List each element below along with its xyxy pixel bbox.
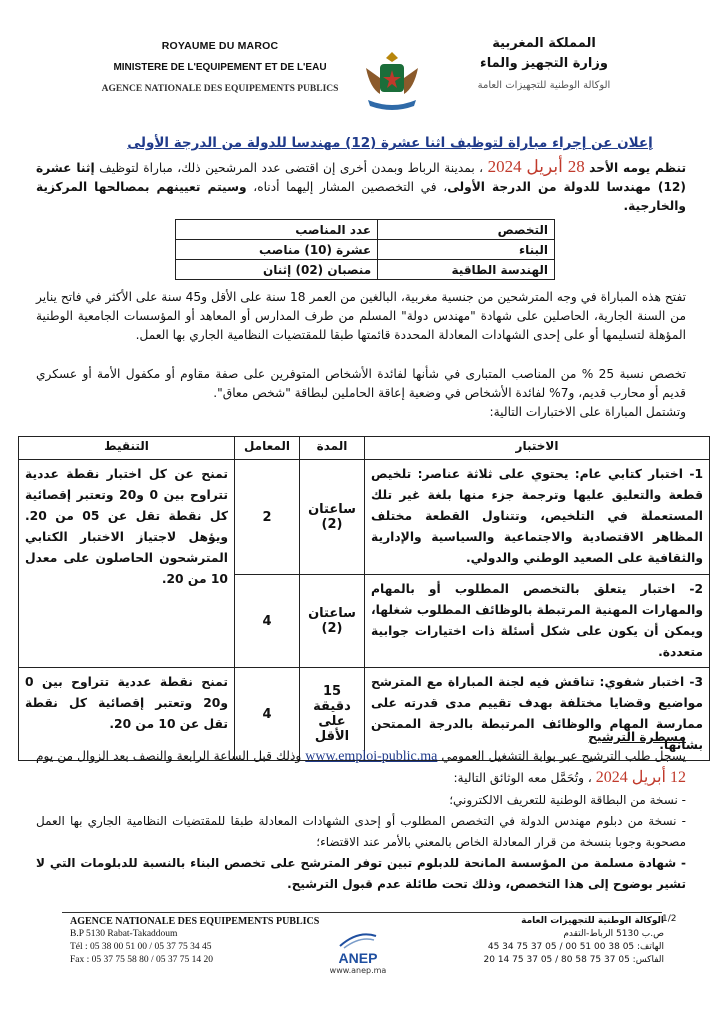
col-duration: المدة [300, 437, 365, 460]
header-ministry-ar: وزارة التجهيز والماء [480, 56, 608, 71]
col-coefficient: المعامل [235, 437, 300, 460]
footer-french [70, 915, 319, 967]
logo-swoosh-icon [338, 930, 378, 950]
coat-of-arms-icon [358, 48, 426, 112]
exams-table [18, 436, 710, 761]
documents-list [36, 790, 686, 895]
header-kingdom-fr: ROYAUME DU MAROC [161, 40, 279, 52]
procedure-line2b: ، وتُحَمَّل معه الوثائق التالية: [453, 771, 592, 785]
col-specialty: التخصص [378, 220, 555, 240]
procedure-line1a: يسجل طلب الترشيح عبر بوابة التشغيل العمومي [441, 749, 686, 763]
footer-tel-fr: Tél : 05 38 00 51 00 / 05 37 75 34 45 [70, 942, 212, 952]
header-agency-ar: الوكالة الوطنية للتجهيزات العامة [477, 80, 611, 91]
intro-part3: إثنا عشرة (12) مهندسا للدولة من الدرجة الأولى [36, 161, 686, 194]
table-row [176, 260, 555, 280]
footer-tel-ar: الهاتف: 05 38 00 51 00 / 05 37 75 34 45 [487, 942, 664, 952]
cell-specialty: الهندسة الطاقية [378, 260, 555, 280]
col-positions: عدد المناصب [176, 220, 378, 240]
anep-logo [318, 928, 398, 988]
cell-coefficient: 2 [235, 460, 300, 575]
intro-paragraph [36, 157, 686, 216]
procedure-paragraph [36, 746, 686, 789]
footer-bp-fr: B.P 5130 Rabat-Takaddoum [70, 929, 178, 939]
exams-intro: وتشتمل المباراة على الاختبارات التالية: [489, 405, 686, 419]
cell-positions: منصبان (02) إثنان [176, 260, 378, 280]
cell-exam: 3- اختبار شفوي: تناقش فيه لجنة المباراة مع المترشح مواضيع وقضايا مختلفة بهدف تقييم مدى قدرته على ممارسة المهام والوظائف المرتبطة بالدرجة الممتحن بشأنها. [365, 668, 710, 761]
cell-duration: ساعتان (2) [300, 575, 365, 668]
table-header-row [19, 437, 710, 460]
cell-positions: عشرة (10) مناصب [176, 240, 378, 260]
emploi-public-link[interactable]: www.emploi-public.ma [305, 749, 438, 764]
intro-part2: ، بمدينة الرباط وبمدن أخرى إن اقتضى عدد المرشحين ذلك، مباراة لتوظيف [99, 161, 484, 175]
table-header-row [176, 220, 555, 240]
eligibility-paragraph: تفتح هذه المباراة في وجه المترشحين من جنسية مغربية، البالغين من العمر 18 سنة على الأقل و45 سنة على الأكثر في فاتح يناير من السنة الجارية، الحاصلين على شهادة "مهندس دولة" المسلم من طرف المدارس أو المعاهد أو المؤسسات الجامعية الوطنية المؤهلة لتسليمها أو على إحدى الشهادات المعادلة المحددة قائمتها طبقا للمقتضيات النظامية الجاري بها العمل. [36, 290, 686, 342]
procedure-heading: مسطرة الترشيح [588, 730, 686, 744]
intro-part1: تنظم يومه الأحد [589, 161, 687, 175]
handwritten-deadline: 12 أبريل 2024 [595, 769, 686, 786]
procedure-line1b: وذلك قبل الساعة الرابعة والنصف بعد [113, 749, 302, 763]
cell-coefficient: 4 [235, 668, 300, 761]
announcement-title: إعلان عن إجراء مباراة لتوظيف اثنا عشرة (12) مهندسا للدولة من الدرجة الأولى [127, 135, 653, 151]
cell-coefficient: 4 [235, 575, 300, 668]
specialties-table [175, 219, 555, 280]
intro-part4: ، في التخصصين المشار إليهما أدناه، [253, 180, 448, 194]
logo-text: ANEP [338, 950, 378, 966]
footer-agency-fr: AGENCE NATIONALE DES EQUIPEMENTS PUBLICS [70, 916, 320, 927]
cell-specialty: البناء [378, 240, 555, 260]
header-ministry-fr: MINISTERE DE L'EQUIPEMENT ET DE L'EAU [113, 62, 327, 73]
list-item: - شهادة مسلمة من المؤسسة المانحة للدبلوم تبين توفر المترشح على تخصص البناء بالنسبة للدبلومات التي لا تشير بوضوح إلى هذا التخصص، وذلك تحت طائلة عدم قبول الترشيح. [36, 856, 686, 891]
cell-exam: 1- اختبار كتابي عام: يحتوي على ثلاثة عناصر: تلخيص قطعة والتعليق عليها وترجمة جزء منها بلغة غير تلك المستعملة في التلخيص، وتتناول القطعة مختلف المظاهر الاقتصادية والاجتماعية والسياسية والإدارية والثقافية على الصعيد الوطني والدولي. [365, 460, 710, 575]
intro-part5: وسيتم تعيينهم بمصالحها المركزية والخارجية. [36, 180, 686, 213]
footer-arabic [484, 915, 665, 967]
list-item: - نسخة من البطاقة الوطنية للتعريف الالكتروني؛ [449, 793, 686, 807]
col-scoring: التنقيط [19, 437, 235, 460]
footer-fax-fr: Fax : 05 37 75 58 80 / 05 37 75 14 20 [70, 955, 214, 965]
footer-bp-ar: ص.ب 5130 الرباط-التقدم [563, 929, 664, 939]
cell-duration: ساعتان (2) [300, 460, 365, 575]
header-arabic [424, 36, 664, 91]
col-exam: الاختبار [365, 437, 710, 460]
cell-duration: 15 دقيقة على الأقل [300, 668, 365, 761]
header-french [70, 40, 370, 94]
footer-agency-ar: الوكالة الوطنية للتجهيزات العامة [521, 916, 664, 926]
table-row [176, 240, 555, 260]
page-number: 1/2 [662, 914, 677, 924]
cell-exam: 2- اختبار يتعلق بالتخصص المطلوب أو بالمهام والمهارات المهنية المرتبطة بالوظائف المطلوب شغلها، ويمكن أن يكون على شكل أسئلة ذات اختيارات جوابية متعددة. [365, 575, 710, 668]
footer-divider [62, 912, 662, 913]
logo-url: www.anep.ma [329, 966, 387, 975]
cell-scoring: تمنح نقطة عددية تتراوح بين 0 و20 وتعتبر إقصائية كل نقطة تقل عن 10 من 20. [19, 668, 235, 761]
header-agency-fr: AGENCE NATIONALE DES EQUIPEMENTS PUBLICS [101, 84, 339, 94]
quota-paragraph: تخصص نسبة 25 % من المناصب المتبارى في شأنها لفائدة الأشخاص المتوفرين على صفة مقاوم أو مكفول الأمة أو عسكري قديم أو محارب قديم، و7% لفائدة الأشخاص في وضعية إعاقة الحاملين لبطاقة "شخص معاق". [36, 367, 686, 400]
list-item: - نسخة من دبلوم مهندس الدولة في التخصص المطلوب أو إحدى الشهادات المعادلة طبقا للمقتضيات النظامية الجاري بها العمل مصحوبة وجوبا بنسخة من قرار المعادلة الخاص بالمعني بالأمر عند الاقتضاء؛ [36, 814, 686, 849]
header-kingdom-ar: المملكة المغربية [492, 36, 596, 51]
handwritten-date: 28 أبريل 2024 [487, 157, 585, 176]
footer-fax-ar: الفاكس: 05 37 75 58 80 / 05 37 75 14 20 [483, 955, 664, 965]
table-row [19, 460, 710, 575]
cell-scoring: تمنح عن كل اختبار نقطة عددية تتراوح بين 0 و20 وتعتبر إقصائية كل نقطة تقل عن 05 من 20. ويؤهل لاجتياز الاختبار الكتابي المترشحون الحاصلون على معدل 10 من 20. [19, 460, 235, 668]
procedure-line2a: الزوال من يوم [36, 749, 110, 763]
